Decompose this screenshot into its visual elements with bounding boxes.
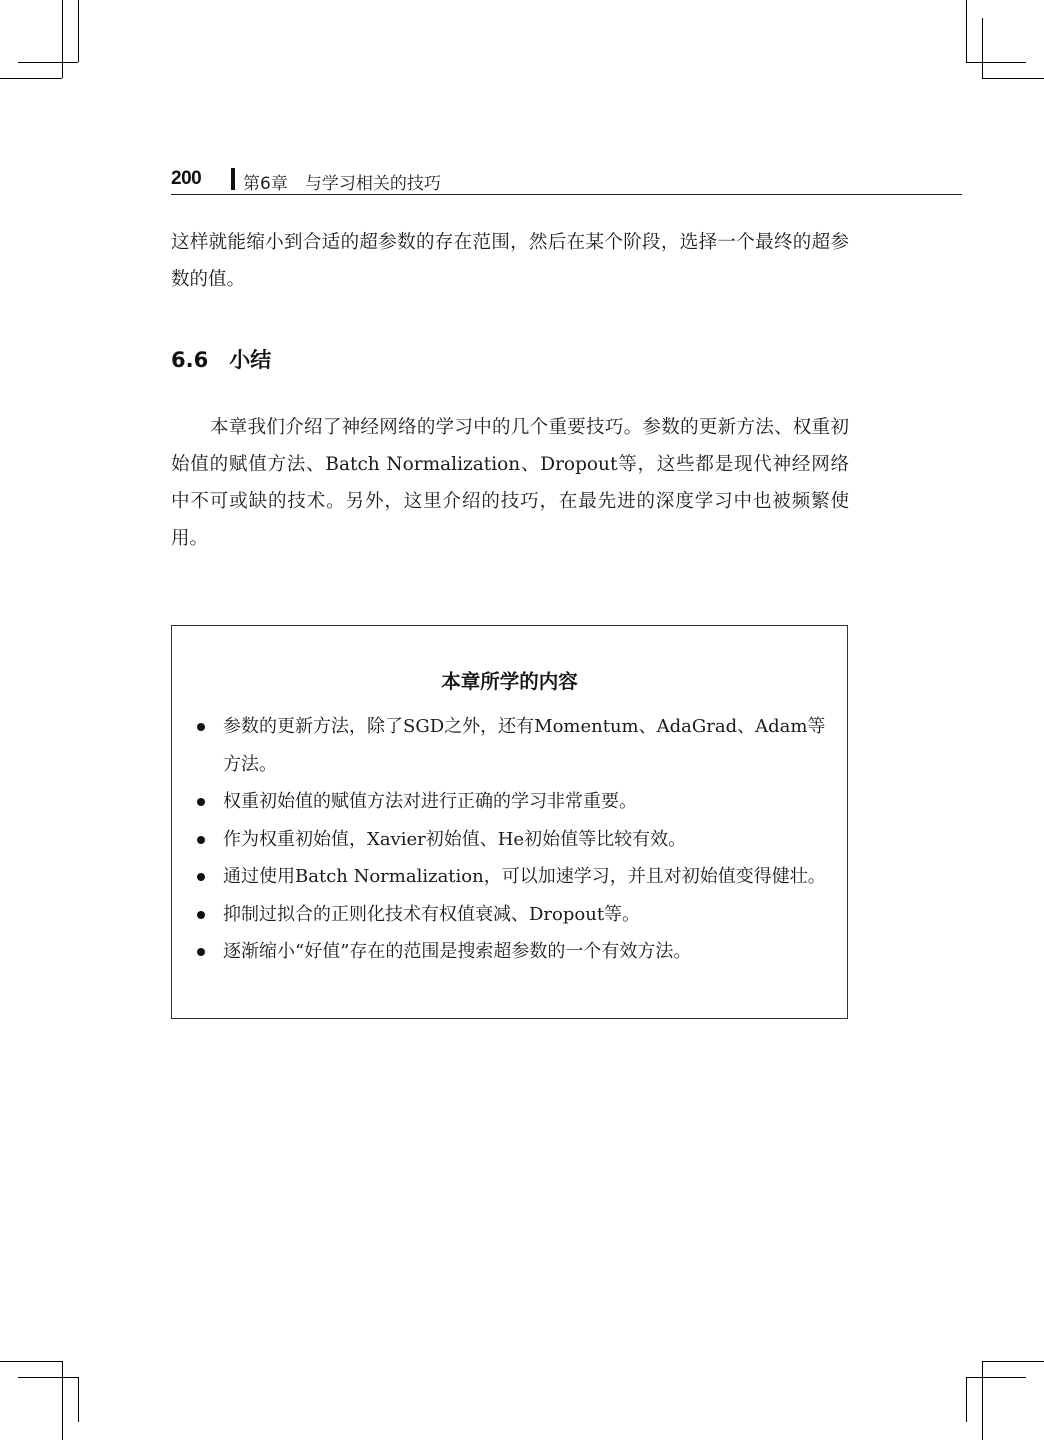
crop-mark — [18, 62, 78, 63]
bullet-icon — [197, 873, 205, 881]
crop-mark — [966, 0, 967, 62]
crop-mark — [982, 18, 983, 78]
list-item — [196, 896, 836, 934]
running-header — [171, 166, 962, 195]
crop-mark — [966, 62, 1026, 63]
bullet-icon — [197, 723, 205, 731]
header-divider-bar — [231, 168, 235, 190]
section-heading: 6.6 小结 — [171, 348, 272, 372]
crop-mark — [982, 1361, 1044, 1362]
list-item-text: 抑制过拟合的正则化技术有权值衰减、Dropout等。 — [223, 903, 641, 925]
crop-mark — [78, 1377, 79, 1422]
list-item-text: 逐渐缩小“好值”存在的范围是搜索超参数的一个有效方法。 — [223, 941, 692, 962]
list-item-text: 权重初始值的赋值方法对进行正确的学习非常重要。 — [223, 791, 637, 812]
list-item-text: 作为权重初始值，Xavier初始值、He初始值等比较有效。 — [223, 828, 687, 850]
list-item-text: 通过使用Batch Normalization，可以加速学习，并且对初始值变得健壮。 — [223, 866, 826, 887]
crop-mark — [62, 1361, 63, 1440]
summary-box — [171, 625, 848, 1019]
list-item-text: 参数的更新方法，除了SGD之外，还有Momentum、AdaGrad、Adam等方法。 — [223, 716, 826, 775]
summary-box-title: 本章所学的内容 — [441, 670, 578, 693]
bullet-icon — [197, 948, 205, 956]
summary-list — [196, 708, 836, 971]
list-item — [196, 933, 836, 971]
list-item — [196, 821, 836, 859]
crop-mark — [62, 0, 63, 78]
crop-mark — [18, 1377, 78, 1378]
crop-mark — [966, 1377, 1026, 1378]
list-item — [196, 858, 836, 896]
crop-mark — [0, 1361, 62, 1362]
crop-mark — [982, 78, 1044, 79]
crop-mark — [0, 78, 62, 79]
crop-mark — [982, 1361, 983, 1440]
section-body-paragraph: 本章我们介绍了神经网络的学习中的几个重要技巧。参数的更新方法、权重初始值的赋值方法、Batch Normalization、Dropout等，这些都是现代神经网络中不可或缺的技术。另外，这里介绍的技巧，在最先进的深度学习中也被频繁使用。 — [171, 417, 849, 549]
chapter-title: 第6章 与学习相关的技巧 — [243, 174, 441, 194]
page-number: 200 — [171, 168, 202, 189]
list-item — [196, 708, 836, 783]
crop-mark — [966, 1377, 967, 1422]
list-item — [196, 783, 836, 821]
bullet-icon — [197, 911, 205, 919]
bullet-icon — [197, 798, 205, 806]
intro-paragraph: 这样就能缩小到合适的超参数的存在范围，然后在某个阶段，选择一个最终的超参数的值。 — [171, 232, 849, 290]
crop-mark — [78, 0, 79, 62]
bullet-icon — [197, 836, 205, 844]
